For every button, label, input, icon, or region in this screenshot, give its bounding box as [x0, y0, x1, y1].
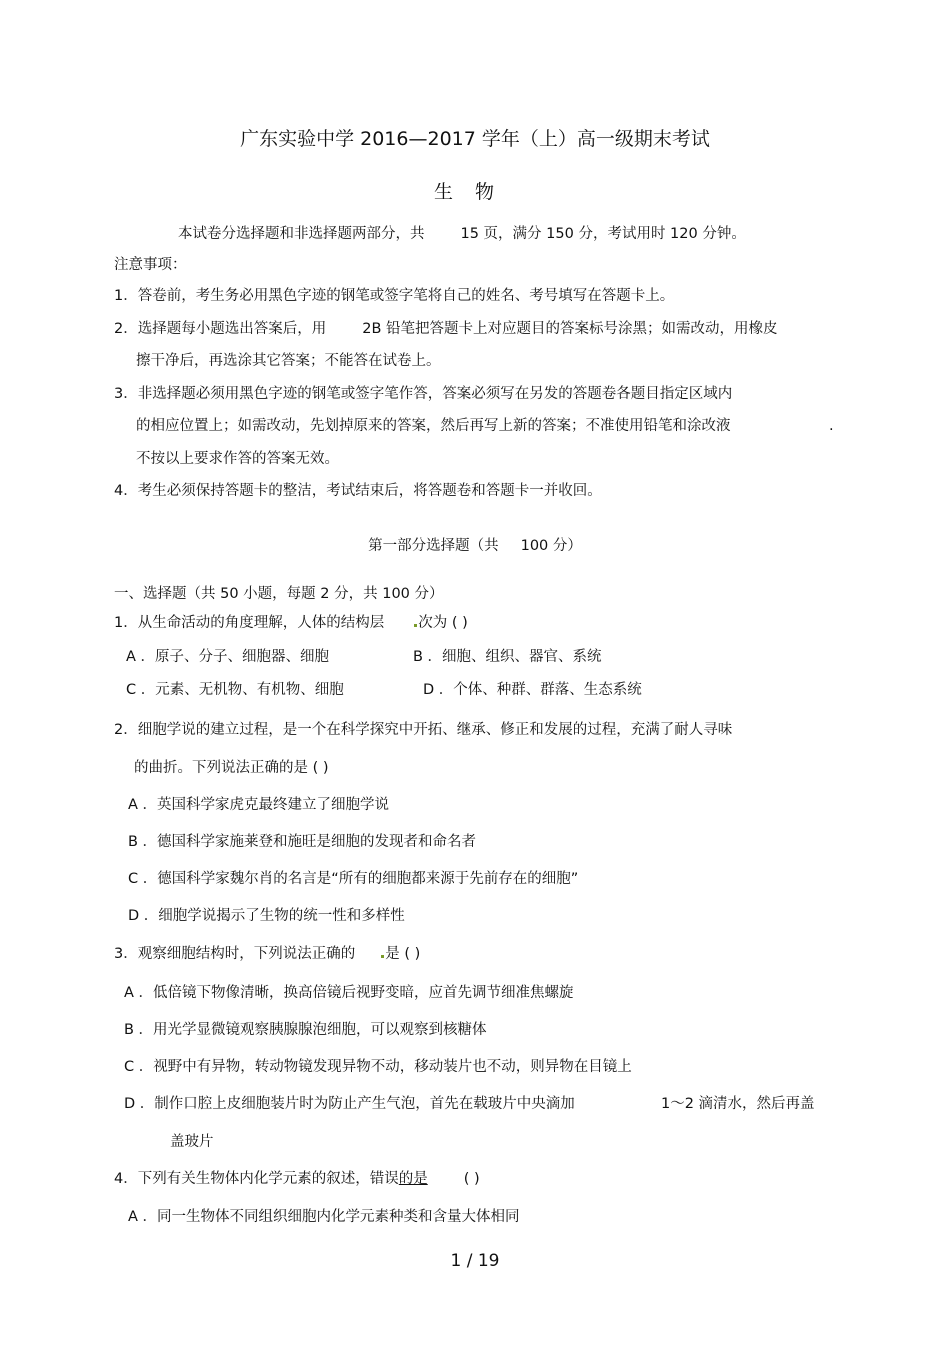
- notes-heading: 注意事项：: [114, 257, 187, 273]
- note-2-line-1: [114, 320, 778, 338]
- note-3-line-3: 不按以上要求作答的答案无效。: [136, 451, 339, 467]
- q2-option-a: A ．英国科学家虎克最终建立了细胞学说: [128, 797, 390, 813]
- q1-stem-mark: [414, 624, 417, 627]
- q3-option-b: B ．用光学显微镜观察胰腺腺泡细胞，可以观察到核糖体: [124, 1022, 487, 1038]
- q3-option-c: C ．视野中有异物，转动物镜发现异物不动，移动装片也不动，则异物在目镜上: [124, 1059, 632, 1075]
- note-3-line-2: 的相应位置上；如需改动，先划掉原来的答案，然后再写上新的答案；不准使用铅笔和涂改液: [136, 418, 731, 434]
- note-4: 4．考生必须保持答题卡的整洁，考试结束后，将答题卷和答题卡一并收回。: [114, 483, 602, 499]
- q3-stem-a: 3．观察细胞结构时，下列说法正确的: [114, 946, 356, 962]
- section-heading: 一、选择题（共 50 小题，每题 2 分，共 100 分）: [114, 586, 444, 602]
- q1-option-b: B ．细胞、组织、器官、系统: [413, 649, 602, 665]
- note-2-line-2: 擦干净后，再选涂其它答案；不能答在试卷上。: [136, 353, 441, 369]
- q1-option-c: C ．元素、无机物、有机物、细胞: [126, 682, 344, 698]
- q2-option-d: D ．细胞学说揭示了生物的统一性和多样性: [128, 908, 405, 924]
- q4-stem-a: 4．下列有关生物体内化学元素的叙述，错误: [114, 1171, 399, 1187]
- q4-stem: [114, 1170, 480, 1188]
- q4-stem-underlined: 的是: [398, 1171, 428, 1187]
- note-2-text-b: 2B 铅笔把答题卡上对应题目的答案标号涂黑；如需改动，用橡皮: [362, 321, 778, 337]
- q3-option-d-line-1b: 1～2 滴清水，然后再盖: [661, 1096, 815, 1112]
- intro-line: [178, 225, 746, 243]
- exam-title: 广东实验中学 2016—2017 学年（上）高一级期末考试: [240, 128, 710, 150]
- q1-stem-a: 1．从生命活动的角度理解，人体的结构层: [114, 615, 385, 631]
- q3-stem-mark: [381, 955, 384, 958]
- q3-option-d-line-2: 盖玻片: [170, 1134, 214, 1150]
- q2-option-b: B ．德国科学家施莱登和施旺是细胞的发现者和命名者: [128, 834, 477, 850]
- q2-stem-line-1: 2．细胞学说的建立过程，是一个在科学探究中开拓、继承、修正和发展的过程，充满了耐人寻味: [114, 722, 733, 738]
- note-2-text-a: 2．选择题每小题选出答案后，用: [114, 321, 327, 337]
- note-3-line-1: 3．非选择题必须用黑色字迹的钢笔或签字笔作答，答案必须写在另发的答题卷各题目指定区域内: [114, 386, 733, 402]
- note-1: 1．答卷前，考生务必用黑色字迹的钢笔或签字笔将自己的姓名、考号填写在答题卡上。: [114, 288, 675, 304]
- page-number: 1 / 19: [450, 1251, 500, 1271]
- q2-option-c: C ．德国科学家魏尔肖的名言是“所有的细胞都来源于先前存在的细胞”: [128, 871, 579, 887]
- q1-option-a: A ．原子、分子、细胞器、细胞: [126, 649, 330, 665]
- q3-stem: [114, 945, 420, 963]
- q4-option-a: A ．同一生物体不同组织细胞内化学元素种类和含量大体相同: [128, 1209, 520, 1225]
- intro-text: 本试卷分选择题和非选择题两部分，共: [178, 226, 425, 242]
- q4-stem-b: ( ): [463, 1171, 480, 1187]
- intro-pages: 15 页，满分 150 分，考试用时 120 分钟。: [460, 226, 746, 242]
- q3-option-d-line-1: D ．制作口腔上皮细胞装片时为防止产生气泡，首先在载玻片中央滴加: [124, 1096, 575, 1112]
- q2-stem-line-2: 的曲折。下列说法正确的是 ( ): [134, 760, 329, 776]
- q1-stem-b: 次为 ( ): [418, 615, 468, 631]
- q1-option-d: D ．个体、种群、群落、生态系统: [423, 682, 642, 698]
- q1-stem: [114, 614, 468, 632]
- q3-stem-b: 是 ( ): [385, 946, 421, 962]
- part1-heading-a: 第一部分选择题（共: [368, 538, 499, 554]
- part1-heading: [0, 537, 950, 555]
- q3-option-a: A ．低倍镜下物像清晰，换高倍镜后视野变暗，应首先调节细准焦螺旋: [124, 985, 574, 1001]
- note-3-dot: .: [829, 418, 834, 434]
- part1-heading-b: 100 分）: [520, 538, 582, 554]
- subject-title: 生物: [433, 181, 516, 203]
